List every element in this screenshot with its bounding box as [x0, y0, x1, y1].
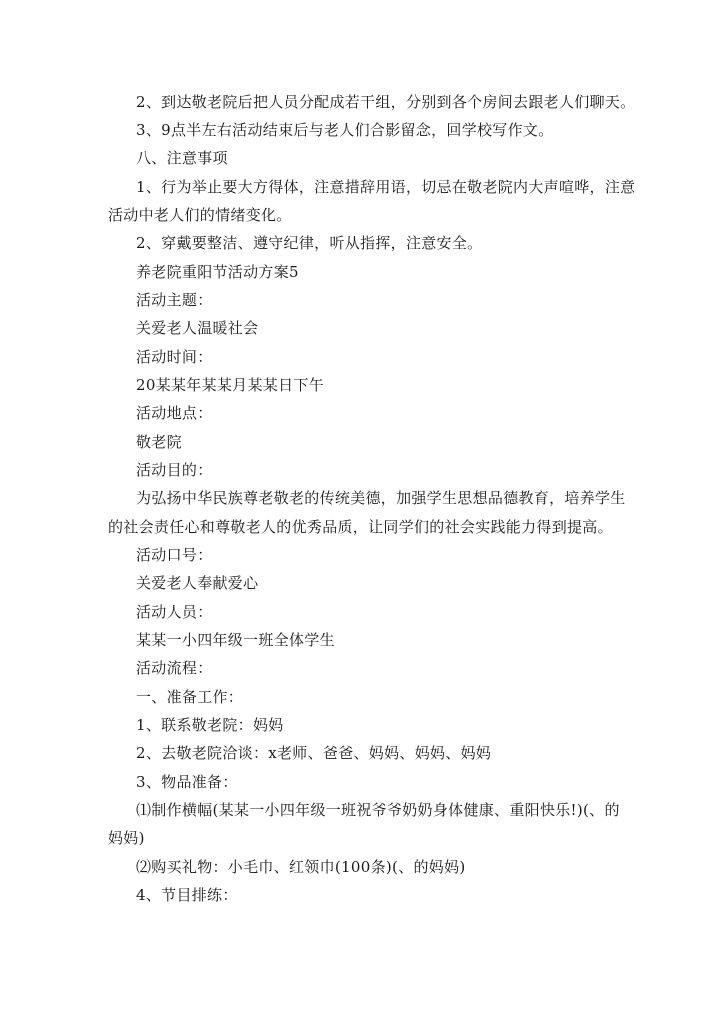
document-title: 养老院重阳节活动方案5: [136, 263, 299, 281]
list-item: 2、去敬老院洽谈：x老师、爸爸、妈妈、妈妈、妈妈: [136, 744, 492, 762]
field-value: 关爱老人奉献爱心: [136, 574, 259, 592]
field-label: 活动主题：: [136, 291, 213, 309]
section-heading: 八、注意事项: [136, 149, 228, 167]
list-item: 妈妈): [108, 829, 145, 847]
field-value: 关爱老人温暖社会: [136, 319, 259, 337]
paragraph-line: 3、9点半左右活动结束后与老人们合影留念，回学校写作文。: [136, 121, 554, 139]
field-value: 敬老院: [136, 433, 182, 451]
field-value: 某某一小四年级一班全体学生: [136, 631, 335, 649]
paragraph-line: 活动中老人们的情绪变化。: [108, 206, 292, 224]
paragraph-line: 1、行为举止要大方得体，注意措辞用语，切忌在敬老院内大声喧哗，注意: [136, 178, 636, 196]
field-label: 活动口号：: [136, 546, 213, 564]
field-label: 活动地点：: [136, 404, 213, 422]
paragraph-line: 2、到达敬老院后把人员分配成若干组，分别到各个房间去跟老人们聊天。: [136, 93, 636, 111]
paragraph-line: 为弘扬中华民族尊老敬老的传统美德，加强学生思想品德教育，培养学生: [136, 489, 626, 507]
list-item: ⑵购买礼物：小毛巾、红领巾(100条)(、的妈妈): [136, 858, 466, 876]
list-item: ⑴制作横幅(某某一小四年级一班祝爷爷奶奶身体健康、重阳快乐!)(、的: [136, 801, 620, 819]
list-item: 1、联系敬老院：妈妈: [136, 716, 284, 734]
field-value: 20某某年某某月某某日下午: [136, 376, 324, 394]
paragraph-line: 的社会责任心和尊敬老人的优秀品质，让同学们的社会实践能力得到提高。: [108, 518, 613, 536]
field-label: 活动人员：: [136, 603, 213, 621]
list-item: 3、物品准备：: [136, 773, 238, 791]
field-label: 活动时间：: [136, 348, 213, 366]
field-label: 活动流程：: [136, 659, 213, 677]
section-heading: 一、准备工作：: [136, 688, 244, 706]
paragraph-line: 2、穿戴要整洁、遵守纪律，听从指挥，注意安全。: [136, 234, 483, 252]
list-item: 4、节目排练：: [136, 886, 238, 904]
field-label: 活动目的：: [136, 461, 213, 479]
